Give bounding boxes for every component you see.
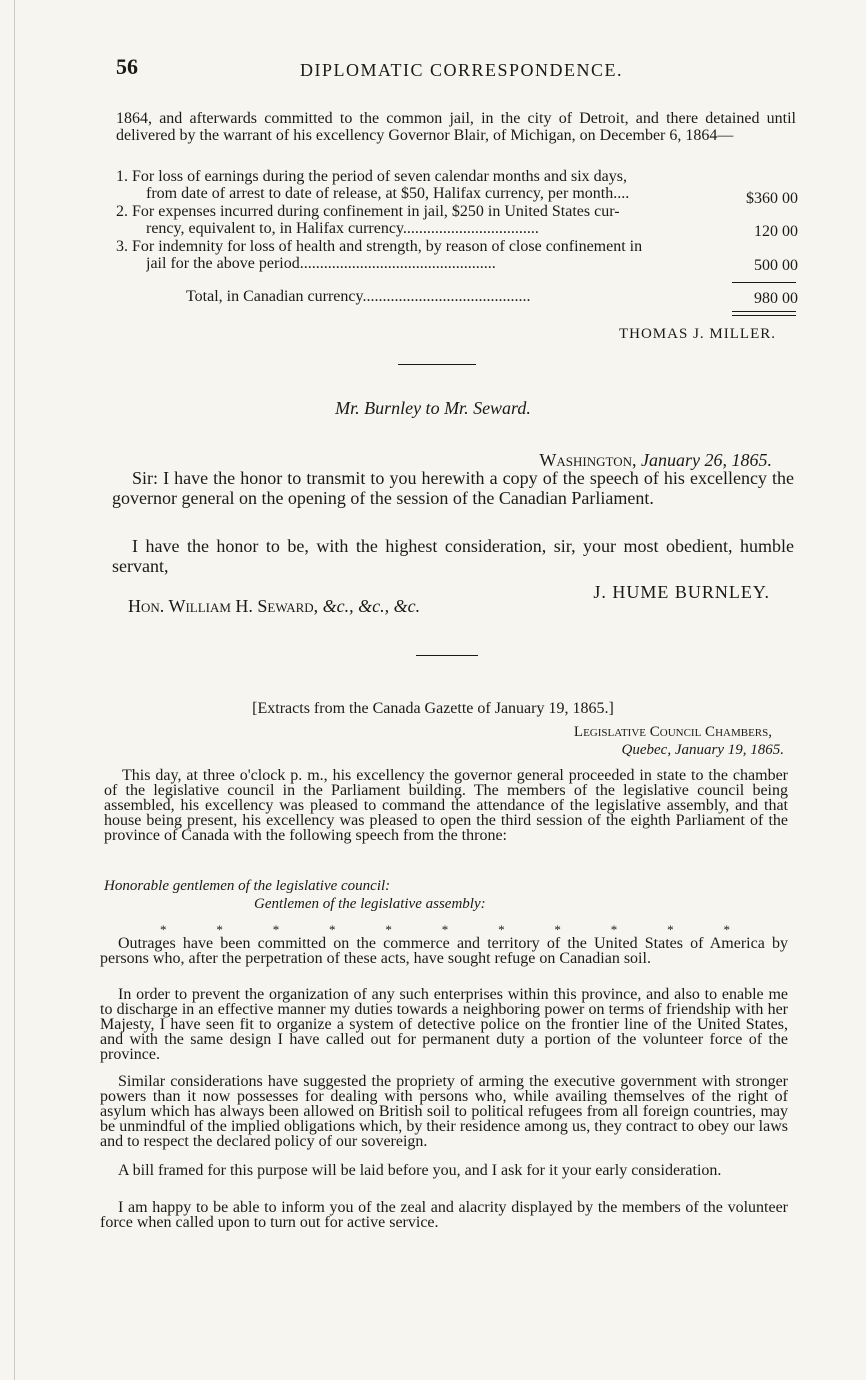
section-divider bbox=[398, 364, 476, 365]
address-assembly: Gentlemen of the legislative assembly: bbox=[254, 896, 486, 912]
star-mark: * bbox=[329, 922, 336, 937]
speech-paragraph-2: In order to prevent the organization of any such enterprises within this province, and also to enable me to discharge in an effective manner my duties towards a neighboring power on terms of friendship with her Majesty, I have seen fit to organize a system of detective police on the frontier line of the United States, and with the same design I have called out for permanent duty a portion of the volunteer force of the province. bbox=[100, 986, 788, 1063]
claim-total-amount: 980 00 bbox=[754, 290, 798, 307]
extract-date: Quebec, January 19, 1865. bbox=[621, 742, 784, 758]
miller-signature: THOMAS J. MILLER. bbox=[618, 326, 776, 342]
star-mark: * bbox=[554, 922, 561, 937]
claim-amount: 500 00 bbox=[754, 257, 798, 274]
star-mark: * bbox=[160, 922, 167, 937]
star-mark: * bbox=[667, 922, 674, 937]
star-mark: * bbox=[272, 922, 280, 937]
letter-date: January 26, 1865. bbox=[641, 450, 772, 470]
letter-heading: Mr. Burnley to Mr. Seward. bbox=[335, 398, 531, 418]
claim-item-text: 3. For indemnity for loss of health and strength, by reason of close confinement in bbox=[116, 238, 643, 255]
star-mark: * bbox=[385, 922, 392, 937]
extract-intro-paragraph: This day, at three o'clock p. m., his excellency the governor general proceeded in state to the chamber of the legislative council in the Parliament building. The members of the legislative council being assembled, his excellency was pleased to command the attendance of the legislative assembly, and that house being present, his excellency was pleased to open the third session of the eighth Parliament of the province of Canada with the following speech from the throne: bbox=[104, 767, 788, 844]
letter-addressee bbox=[128, 596, 420, 617]
total-rule-bottom bbox=[732, 315, 796, 316]
speech-paragraph-4: A bill framed for this purpose will be laid before you, and I ask for it your early consideration. bbox=[118, 1162, 722, 1179]
star-mark: * bbox=[441, 922, 449, 937]
claim-intro-paragraph: 1864, and afterwards committed to the common jail, in the city of Detroit, and there detained until delivered by the warrant of his excellency Governor Blair, of Michigan, on December 6, 1864— bbox=[116, 110, 796, 144]
claim-item-text: rency, equivalent to, in Halifax currency.................................. bbox=[146, 220, 539, 237]
claim-amount: $360 00 bbox=[746, 190, 798, 207]
burnley-signature: J. HUME BURNLEY. bbox=[593, 582, 770, 602]
extract-place: Legislative Council Chambers, bbox=[573, 724, 772, 740]
claim-item-text: jail for the above period................................................. bbox=[146, 255, 496, 272]
star-mark: * bbox=[498, 922, 505, 937]
claim-list bbox=[116, 168, 798, 328]
page-number: 56 bbox=[116, 54, 138, 79]
star-mark: * bbox=[723, 922, 730, 937]
address-council: Honorable gentlemen of the legislative council: bbox=[104, 878, 391, 894]
letter-paragraph-1: Sir: I have the honor to transmit to you herewith a copy of the speech of his excellency the governor general on the opening of the session of the Canadian Parliament. bbox=[112, 468, 794, 508]
section-divider bbox=[416, 655, 478, 656]
star-mark: * bbox=[216, 922, 223, 937]
claim-total-label: Total, in Canadian currency.......................................... bbox=[186, 288, 531, 305]
addressee-etc: &c., &c., &c. bbox=[322, 596, 421, 616]
addressee-name: Hon. William H. Seward, bbox=[128, 596, 319, 616]
claim-item-text: 1. For loss of earnings during the period of seven calendar months and six days, bbox=[116, 168, 628, 185]
running-title: DIPLOMATIC CORRESPONDENCE. bbox=[300, 60, 624, 80]
claim-amount: 120 00 bbox=[754, 223, 798, 240]
star-mark: * bbox=[610, 922, 618, 937]
claim-item-text: from date of arrest to date of release, at $50, Halifax currency, per month.... bbox=[146, 185, 630, 202]
sum-rule bbox=[732, 282, 796, 283]
speech-paragraph-3: Similar considerations have suggested the propriety of arming the executive government with stronger powers than it now possesses for dealing with persons who, while availing themselves of the right of asylum which has always been allowed on British soil to political refugees from all foreign countries, may be unmindful of the implied obligations which, by their residence among us, they contract to obey our laws and to respect the declared policy of our sovereign. bbox=[100, 1073, 788, 1150]
speech-paragraph-5: I am happy to be able to inform you of the zeal and alacrity displayed by the members of the volunteer force when called upon to turn out for active service. bbox=[100, 1199, 788, 1231]
total-rule-top bbox=[732, 311, 796, 312]
letter-paragraph-2: I have the honor to be, with the highest consideration, sir, your most obedient, humble servant, bbox=[112, 536, 794, 576]
page-edge-line bbox=[14, 0, 15, 1380]
claim-item-text: 2. For expenses incurred during confinement in jail, $250 in United States cur- bbox=[116, 203, 620, 220]
extract-heading: [Extracts from the Canada Gazette of January 19, 1865.] bbox=[252, 700, 614, 717]
speech-paragraph-1: Outrages have been committed on the commerce and territory of the United States of America by persons who, after the perpetration of these acts, have sought refuge on Canadian soil. bbox=[100, 935, 788, 967]
letter-place: Washington, bbox=[539, 450, 637, 470]
